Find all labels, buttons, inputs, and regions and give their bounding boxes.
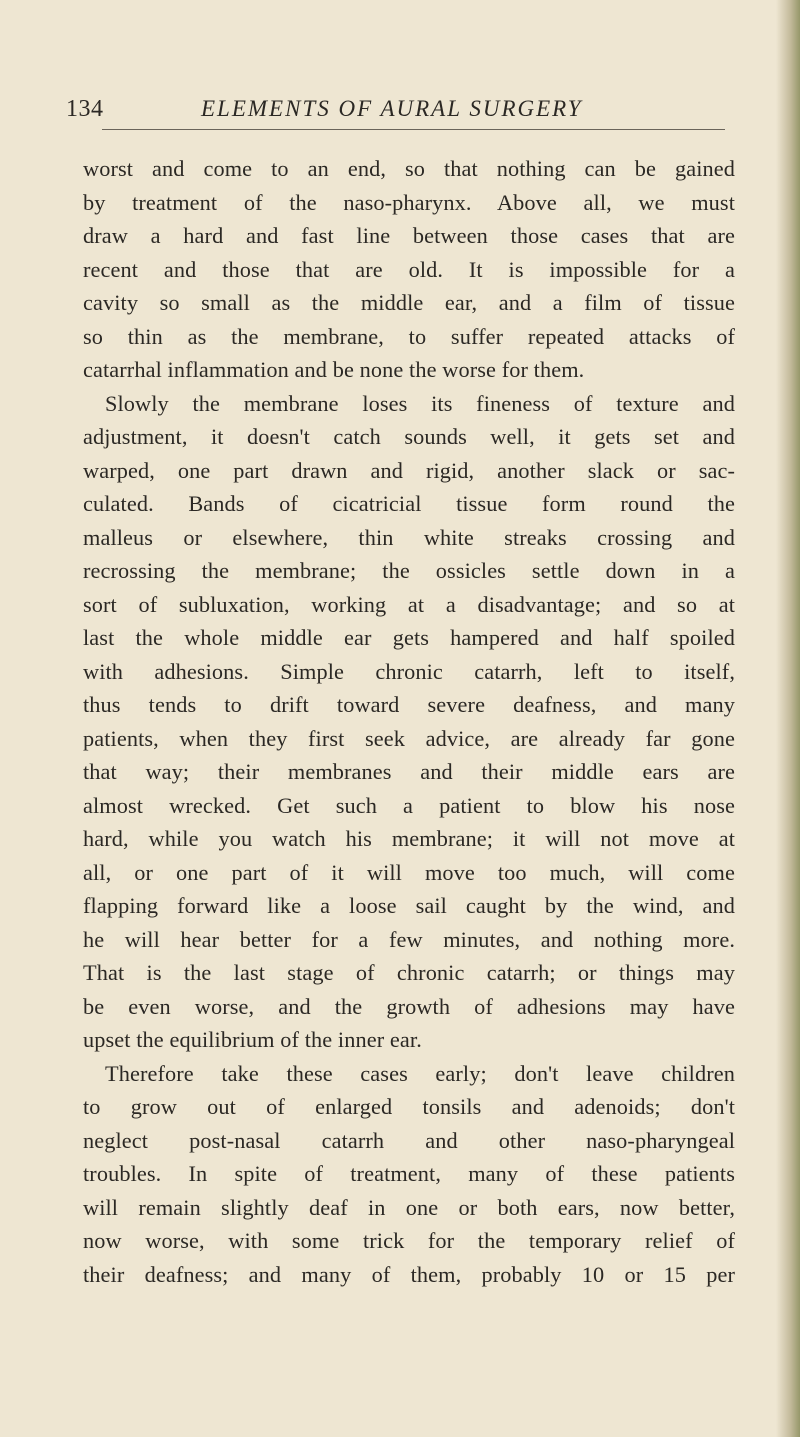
text-line: neglect post-nasal catarrh and other naso-pharyngeal [83,1127,735,1153]
page-edge-shadow [776,0,800,1437]
text-line: to grow out of enlarged tonsils and adenoids; don't [83,1094,735,1119]
paragraph-start-line: Therefore take these cases early; don't leave children [105,1060,735,1086]
text-line: worst and come to an end, so that nothing can be gained [83,156,735,181]
text-line: be even worse, and the growth of adhesions may have [83,993,735,1019]
text-line: sort of subluxation, working at a disadvantage; and so at [83,591,735,617]
text-line: adjustment, it doesn't catch sounds well, it gets set and [83,424,735,449]
page-number: 134 [66,96,104,122]
text-line: recrossing the membrane; the ossicles settle down in a [83,558,735,583]
text-line: so thin as the membrane, to suffer repeated attacks of [83,323,735,349]
text-line: troubles. In spite of treatment, many of these patients [83,1161,735,1186]
text-line: draw a hard and fast line between those cases that are [83,223,735,248]
text-line: malleus or elsewhere, thin white streaks crossing and [83,524,735,550]
text-line: their deafness; and many of them, probably 10 or 15 per [83,1261,735,1287]
text-line: flapping forward like a loose sail caught by the wind, and [83,893,735,918]
text-line: by treatment of the naso-pharynx. Above all, we must [83,189,735,215]
text-line: he will hear better for a few minutes, and nothing more. [83,926,735,952]
body-text [83,152,735,1291]
paragraph-start-line: Slowly the membrane loses its fineness of texture and [105,390,735,416]
text-line: That is the last stage of chronic catarrh; or things may [83,960,735,985]
text-line: that way; their membranes and their middle ears are [83,759,735,784]
text-line: all, or one part of it will move too much, will come [83,859,735,885]
text-line: will remain slightly deaf in one or both ears, now better, [83,1194,735,1220]
page-header [66,96,736,126]
text-line: recent and those that are old. It is impossible for a [83,256,735,282]
text-line: last the whole middle ear gets hampered and half spoiled [83,625,735,650]
text-line: now worse, with some trick for the temporary relief of [83,1228,735,1253]
text-line: hard, while you watch his membrane; it will not move at [83,826,735,851]
text-line: almost wrecked. Get such a patient to blow his nose [83,792,735,818]
text-line: culated. Bands of cicatricial tissue form round the [83,491,735,516]
text-line: with adhesions. Simple chronic catarrh, left to itself, [83,658,735,684]
text-line: thus tends to drift toward severe deafness, and many [83,692,735,717]
text-line: upset the equilibrium of the inner ear. [83,1027,422,1052]
text-line: catarrhal inflammation and be none the worse for them. [83,357,585,382]
text-line: patients, when they first seek advice, are already far gone [83,725,735,751]
running-head: ELEMENTS OF AURAL SURGERY [201,96,583,121]
text-line: cavity so small as the middle ear, and a film of tissue [83,290,735,315]
text-line: warped, one part drawn and rigid, another slack or sac- [83,457,735,483]
header-rule [102,129,725,130]
